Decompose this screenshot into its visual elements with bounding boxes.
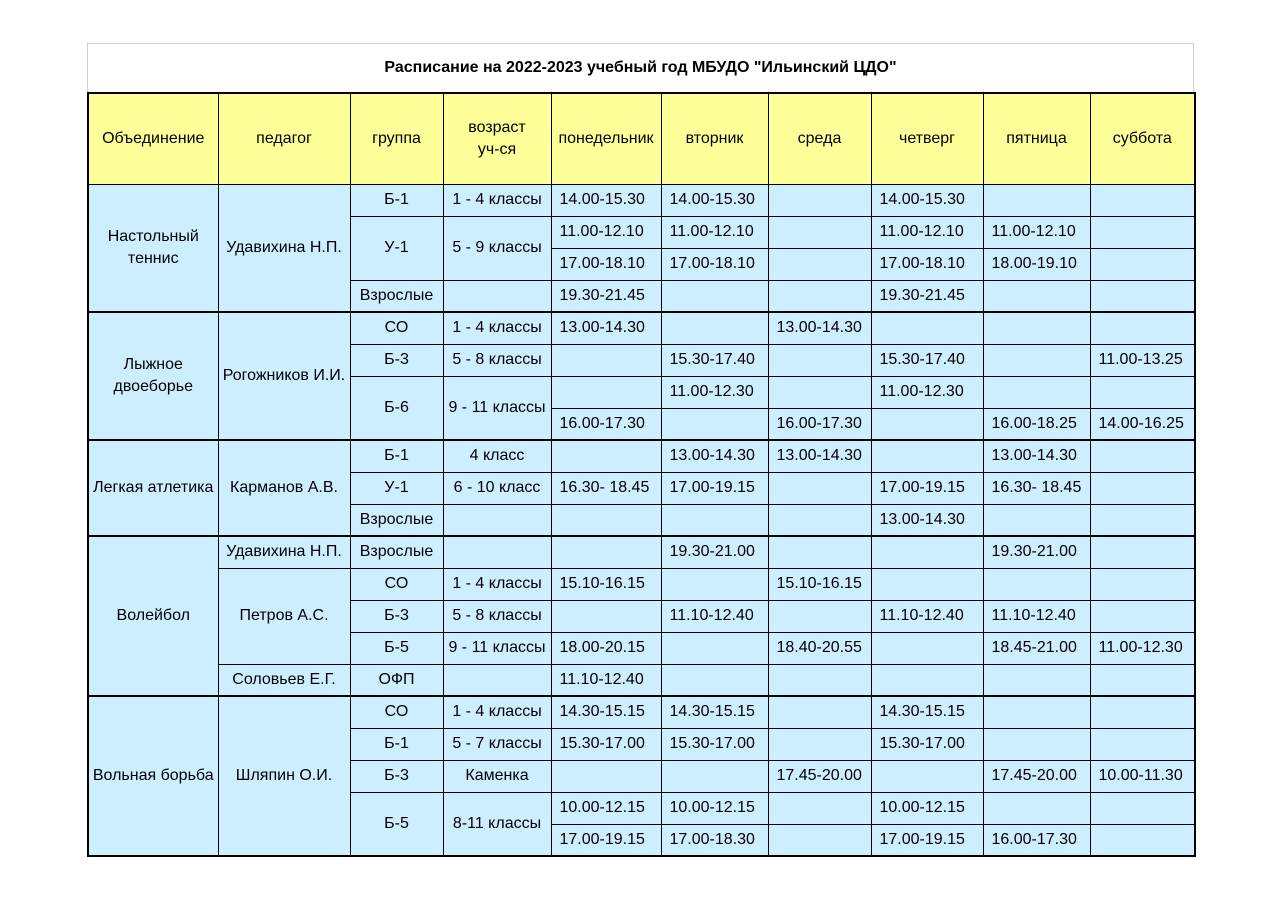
teacher-cell: Удавихина Н.П. (218, 184, 350, 312)
age-cell: 5 - 8 классы (443, 600, 551, 632)
age-cell: 9 - 11 классы (443, 376, 551, 440)
time-cell (1090, 792, 1195, 824)
time-cell (1090, 216, 1195, 248)
header-age-label: возраст уч-ся (468, 118, 526, 158)
time-cell: 16.00-18.25 (983, 408, 1090, 440)
age-cell: Каменка (443, 760, 551, 792)
time-cell: 11.00-13.25 (1090, 344, 1195, 376)
time-cell: 13.00-14.30 (768, 312, 871, 344)
time-cell (983, 696, 1090, 728)
time-cell (768, 696, 871, 728)
time-cell: 16.00-17.30 (983, 824, 1090, 856)
time-cell: 18.00-19.10 (983, 248, 1090, 280)
time-cell: 11.00-12.10 (661, 216, 768, 248)
teacher-name: Рогожников И.И. (222, 367, 346, 384)
age-cell: 1 - 4 классы (443, 312, 551, 344)
time-cell: 15.30-17.40 (661, 344, 768, 376)
time-cell (871, 536, 983, 568)
group-cell: Взрослые (350, 280, 443, 312)
time-cell: 11.10-12.40 (661, 600, 768, 632)
time-cell (983, 728, 1090, 760)
time-cell (983, 792, 1090, 824)
time-cell: 17.00-18.10 (661, 248, 768, 280)
time-cell (983, 504, 1090, 536)
time-cell: 17.00-18.10 (551, 248, 661, 280)
time-cell (1090, 184, 1195, 216)
time-cell (551, 440, 661, 472)
time-cell: 14.00-15.30 (661, 184, 768, 216)
association-name: Вольная борьба (92, 767, 214, 784)
time-cell: 10.00-12.15 (551, 792, 661, 824)
time-cell (983, 376, 1090, 408)
time-cell (768, 248, 871, 280)
time-cell: 19.30-21.45 (871, 280, 983, 312)
time-cell (983, 568, 1090, 600)
age-cell: 5 - 9 классы (443, 216, 551, 280)
time-cell (768, 504, 871, 536)
header-group: группа (350, 93, 443, 184)
teacher-cell: Соловьев Е.Г. (218, 664, 350, 696)
time-cell (768, 728, 871, 760)
table-row (88, 312, 1195, 344)
time-cell (871, 760, 983, 792)
time-cell (871, 568, 983, 600)
age-cell (443, 536, 551, 568)
time-cell: 11.10-12.40 (551, 664, 661, 696)
time-cell: 16.30- 18.45 (551, 472, 661, 504)
time-cell (661, 280, 768, 312)
time-cell: 17.00-19.15 (871, 824, 983, 856)
time-cell (551, 504, 661, 536)
age-cell (443, 504, 551, 536)
time-cell (551, 600, 661, 632)
time-cell: 15.30-17.00 (661, 728, 768, 760)
time-cell (983, 312, 1090, 344)
time-cell (551, 376, 661, 408)
age-cell: 6 - 10 класс (443, 472, 551, 504)
time-cell (661, 632, 768, 664)
group-cell: Б-5 (350, 632, 443, 664)
header-saturday: суббота (1090, 93, 1195, 184)
time-cell (1090, 472, 1195, 504)
time-cell: 17.00-19.15 (871, 472, 983, 504)
age-cell: 9 - 11 классы (443, 632, 551, 664)
time-cell: 18.40-20.55 (768, 632, 871, 664)
group-cell: Взрослые (350, 504, 443, 536)
time-cell: 11.00-12.30 (661, 376, 768, 408)
header-association: Объединение (88, 93, 218, 184)
association-cell: Волейбол (88, 536, 218, 696)
time-cell (768, 792, 871, 824)
table-row (88, 568, 1195, 600)
time-cell: 14.00-15.30 (551, 184, 661, 216)
age-cell: 5 - 8 классы (443, 344, 551, 376)
teacher-cell: Удавихина Н.П. (218, 536, 350, 568)
time-cell: 19.30-21.00 (661, 536, 768, 568)
time-cell (661, 312, 768, 344)
table-row (88, 184, 1195, 216)
table-row (88, 536, 1195, 568)
time-cell: 11.00-12.30 (1090, 632, 1195, 664)
table-row (88, 440, 1195, 472)
time-cell: 17.00-18.30 (661, 824, 768, 856)
time-cell: 16.00-17.30 (768, 408, 871, 440)
header-wednesday: среда (768, 93, 871, 184)
time-cell (871, 664, 983, 696)
group-cell: Б-5 (350, 792, 443, 856)
time-cell (768, 184, 871, 216)
age-cell: 8-11 классы (443, 792, 551, 856)
group-cell: У-1 (350, 472, 443, 504)
time-cell: 13.00-14.30 (983, 440, 1090, 472)
time-cell (1090, 280, 1195, 312)
association-cell (88, 440, 218, 536)
time-cell (1090, 600, 1195, 632)
time-cell: 13.00-14.30 (768, 440, 871, 472)
time-cell: 19.30-21.45 (551, 280, 661, 312)
time-cell (1090, 248, 1195, 280)
time-cell (1090, 568, 1195, 600)
time-cell (983, 344, 1090, 376)
time-cell: 10.00-12.15 (871, 792, 983, 824)
time-cell (983, 184, 1090, 216)
time-cell (1090, 728, 1195, 760)
time-cell (871, 312, 983, 344)
group-cell: Б-3 (350, 344, 443, 376)
time-cell (661, 760, 768, 792)
time-cell: 13.00-14.30 (551, 312, 661, 344)
header-monday: понедельник (551, 93, 661, 184)
group-cell: СО (350, 312, 443, 344)
time-cell (871, 632, 983, 664)
schedule-title: Расписание на 2022-2023 учебный год МБУДО "Ильинский ЦДО" (87, 43, 1194, 92)
time-cell: 11.00-12.10 (551, 216, 661, 248)
time-cell (768, 824, 871, 856)
time-cell (768, 600, 871, 632)
time-cell: 15.10-16.15 (768, 568, 871, 600)
time-cell (768, 664, 871, 696)
association-cell (88, 696, 218, 856)
time-cell: 18.45-21.00 (983, 632, 1090, 664)
age-cell: 1 - 4 классы (443, 184, 551, 216)
time-cell (983, 664, 1090, 696)
time-cell: 17.00-19.15 (661, 472, 768, 504)
time-cell (551, 760, 661, 792)
time-cell (661, 504, 768, 536)
table-row (88, 664, 1195, 696)
group-cell: Б-1 (350, 440, 443, 472)
group-cell: СО (350, 568, 443, 600)
time-cell: 15.30-17.00 (871, 728, 983, 760)
time-cell: 19.30-21.00 (983, 536, 1090, 568)
time-cell (1090, 312, 1195, 344)
time-cell: 11.00-12.10 (871, 216, 983, 248)
group-cell: У-1 (350, 216, 443, 280)
time-cell: 13.00-14.30 (661, 440, 768, 472)
table-row (88, 696, 1195, 728)
age-cell: 4 класс (443, 440, 551, 472)
group-cell: Взрослые (350, 536, 443, 568)
time-cell: 16.30- 18.45 (983, 472, 1090, 504)
time-cell: 16.00-17.30 (551, 408, 661, 440)
time-cell (551, 344, 661, 376)
time-cell (1090, 504, 1195, 536)
time-cell (1090, 824, 1195, 856)
time-cell (768, 376, 871, 408)
age-cell: 1 - 4 классы (443, 568, 551, 600)
association-name: Настольный теннис (107, 227, 199, 267)
group-cell: СО (350, 696, 443, 728)
time-cell (661, 408, 768, 440)
time-cell (1090, 440, 1195, 472)
association-name: Легкая атлетика (93, 479, 214, 496)
time-cell (1090, 696, 1195, 728)
header-row (88, 93, 1195, 184)
group-cell: Б-3 (350, 760, 443, 792)
age-cell (443, 280, 551, 312)
group-cell: Б-1 (350, 728, 443, 760)
age-cell: 1 - 4 классы (443, 696, 551, 728)
time-cell (661, 664, 768, 696)
time-cell (768, 536, 871, 568)
time-cell: 17.45-20.00 (768, 760, 871, 792)
time-cell: 11.10-12.40 (871, 600, 983, 632)
time-cell (871, 440, 983, 472)
time-cell (1090, 376, 1195, 408)
time-cell (1090, 536, 1195, 568)
association-name: Лыжное двоеборье (113, 356, 193, 395)
age-cell: 5 - 7 классы (443, 728, 551, 760)
time-cell: 11.00-12.10 (983, 216, 1090, 248)
header-teacher: педагог (218, 93, 350, 184)
time-cell: 18.00-20.15 (551, 632, 661, 664)
time-cell: 17.00-19.15 (551, 824, 661, 856)
time-cell (1090, 664, 1195, 696)
time-cell (768, 472, 871, 504)
group-cell: ОФП (350, 664, 443, 696)
time-cell: 15.10-16.15 (551, 568, 661, 600)
time-cell: 17.45-20.00 (983, 760, 1090, 792)
time-cell: 15.30-17.00 (551, 728, 661, 760)
time-cell: 13.00-14.30 (871, 504, 983, 536)
teacher-cell: Карманов А.В. (218, 440, 350, 536)
schedule-sheet (87, 43, 1194, 857)
time-cell: 14.00-15.30 (871, 184, 983, 216)
time-cell (768, 216, 871, 248)
association-cell (88, 184, 218, 312)
group-cell: Б-6 (350, 376, 443, 440)
teacher-cell (218, 312, 350, 440)
time-cell (768, 344, 871, 376)
time-cell: 11.10-12.40 (983, 600, 1090, 632)
time-cell (871, 408, 983, 440)
schedule-table (87, 92, 1196, 857)
time-cell: 10.00-12.15 (661, 792, 768, 824)
time-cell: 14.30-15.15 (551, 696, 661, 728)
group-cell: Б-1 (350, 184, 443, 216)
time-cell (661, 568, 768, 600)
time-cell (983, 280, 1090, 312)
header-age (443, 93, 551, 184)
time-cell: 15.30-17.40 (871, 344, 983, 376)
time-cell: 14.00-16.25 (1090, 408, 1195, 440)
association-cell (88, 312, 218, 440)
time-cell: 14.30-15.15 (871, 696, 983, 728)
age-cell (443, 664, 551, 696)
header-friday: пятница (983, 93, 1090, 184)
header-tuesday: вторник (661, 93, 768, 184)
time-cell (768, 280, 871, 312)
time-cell: 11.00-12.30 (871, 376, 983, 408)
time-cell: 17.00-18.10 (871, 248, 983, 280)
time-cell: 14.30-15.15 (661, 696, 768, 728)
teacher-cell: Шляпин О.И. (218, 696, 350, 856)
time-cell (551, 536, 661, 568)
teacher-cell: Петров А.С. (218, 568, 350, 664)
time-cell: 10.00-11.30 (1090, 760, 1195, 792)
group-cell: Б-3 (350, 600, 443, 632)
header-thursday: четверг (871, 93, 983, 184)
